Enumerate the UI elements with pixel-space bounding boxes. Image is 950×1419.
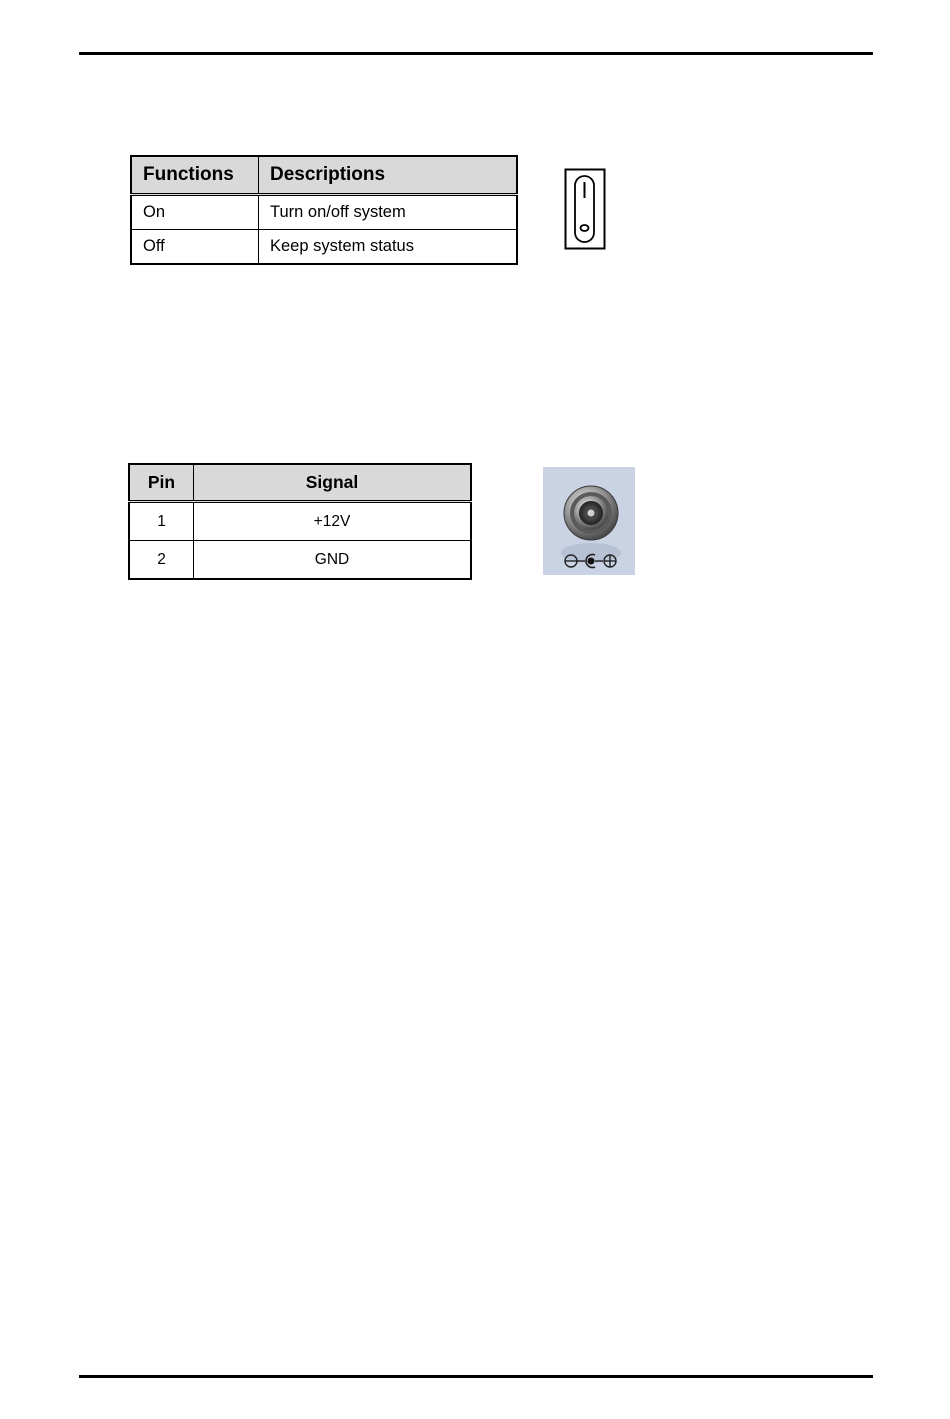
signal-cell: +12V — [194, 502, 472, 541]
footer-rule — [79, 1375, 873, 1378]
column-header-signal: Signal — [194, 464, 472, 502]
pin-cell: 1 — [129, 502, 194, 541]
description-cell: Turn on/off system — [259, 195, 518, 230]
rocker-switch-icon — [564, 168, 606, 250]
pin-signal-table — [128, 463, 472, 580]
table-row — [131, 195, 517, 230]
table-header-row — [131, 156, 517, 195]
function-cell: Off — [131, 230, 259, 265]
signal-cell: GND — [194, 541, 472, 580]
header-rule — [79, 52, 873, 55]
table-header-row — [129, 464, 471, 502]
column-header-pin: Pin — [129, 464, 194, 502]
function-cell: On — [131, 195, 259, 230]
pin-cell: 2 — [129, 541, 194, 580]
functions-table — [130, 155, 518, 265]
dc-power-jack-icon — [543, 467, 635, 575]
table-row — [129, 502, 471, 541]
table-row — [131, 230, 517, 265]
column-header-functions: Functions — [131, 156, 259, 195]
table-row — [129, 541, 471, 580]
description-cell: Keep system status — [259, 230, 518, 265]
column-header-descriptions: Descriptions — [259, 156, 518, 195]
